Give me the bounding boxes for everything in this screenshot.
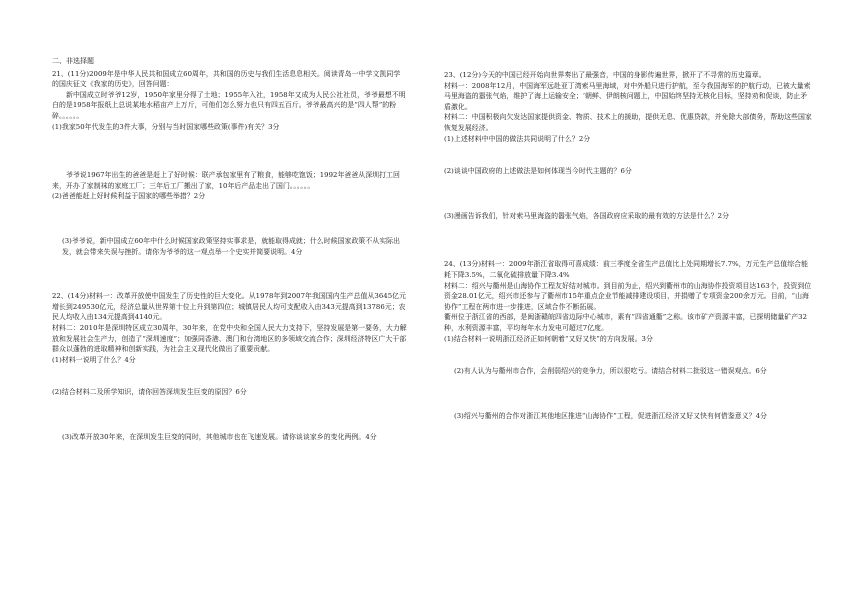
- q24-material-1: 24、(13分)材料一：2009年浙江省取得可喜成绩：前三季度全省生产总值比上处同期增长7.7%，万元生产总值综合能耗下降3.5%，二氧化硫排放量下降3.4%: [444, 260, 809, 279]
- q21-question-2: (2)爸爸能赶上好时候利益于国家的哪些举措？2分: [52, 192, 206, 201]
- q24-question-2: (2)有人认为与衢州市合作，会削弱绍兴的竞争力，所以很吃亏。请结合材料二批驳这一错误观点。6分: [454, 367, 767, 376]
- q22-material-1: 22、(14分)材料一：改革开放使中国发生了历史性的巨大变化。从1978年到2007年我国国内生产总值从3645亿元增长到249530亿元，经济总量从世界第十位上升到第四位；城镇居民人均可支配收入由343元提高到13786元；农民人均收入由134元提高到4140元。: [52, 292, 407, 322]
- q23-question-2: (2)谈谈中国政府的上述做法是如何体现当今时代主题的？6分: [444, 167, 632, 176]
- q21-question-1: (1)我家50年代发生的3件大事，分别与当时国家哪些政策(事件)有关？3分: [52, 122, 280, 131]
- q23-question-3: (3)漫画告诉我们，针对索马里海盗的嚣张气焰，各国政府应采取的最有效的方法是什么？2分: [444, 211, 730, 220]
- q23-material-1: 材料一：2008年12月，中国海军远赴亚丁湾索马里海域，对中外船只进行护航，至今我国海军的护航行动，已被大量索马里海盗的嚣张气焰，维护了海上运输安全；‘朝鲜、伊朗核问题上，中国始终坚持无核化目标，坚持劝和促谈，防止矛盾激化。: [444, 81, 811, 111]
- q24-material-2: 材料二：绍兴与衢州是山海协作工程友好结对城市。到目前为止，绍兴到衢州市的山海协作投资项目达163个，投资到位资金28.01亿元，绍兴市还参与了衢州市15年重点企业节能减排建设项目，并捐赠了专项资金200余万元。目前，“山海协作”工程在两市进一步推进，区域合作不断拓展。: [444, 281, 812, 311]
- q23-stem: 23、(12分)今天的中国已经开始向世界奏出了最强音，中国的身影传遍世界，掀开了不寻常的历史篇章。: [444, 71, 766, 79]
- q21-paragraph-2: 爷爷说1967年出生的爸爸是赶上了好时候：联产承包家里有了粮食，能够吃饱饭；1992年爸爸从深圳打工回来，开办了家制袜的家庭工厂；三年后工厂搬出了家，10年后产品走出了国门。。。。。。: [52, 171, 400, 190]
- q24-question-1: (1)结合材料一说明浙江经济正如何朝着“又好又快”的方向发展。3分: [444, 334, 653, 343]
- q24-question-3: (3)绍兴与衢州的合作对浙江其他地区推进“山海协作”工程，促进浙江经济又好又快有何借鉴意义？4分: [454, 411, 767, 420]
- q22-question-3: (3)改革开放30年来，在深圳发生巨变的同时，其他城市也在飞速发展。请你谈谈家乡的变化两例。4分: [62, 432, 377, 441]
- right-column: [444, 56, 814, 421]
- section-title: 二、非选择题: [52, 57, 94, 65]
- q22-question-1: (1)材料一说明了什么？4分: [52, 355, 136, 364]
- q21-stem: 21、(11分)2009年是中华人民共和国成立60周年，共和国的历史与我们生活息息相关。阅读青岛一中学文凯同学的国庆征文《我家的历史》，回答问题：: [52, 69, 401, 89]
- q21-question-3: (3)爷爷说，新中国成立60年中什么时候国家政策坚持实事求是，就能取得成就；什么时候国家政策不从实际出发，就会带来失误与挫折。请你为爷爷的这一观点举一个史实并简要说明。4分: [62, 236, 401, 256]
- q24-paragraph: 衢州位于浙江省的西部，是闽浙赣皖四省边际中心城市，素有“四省通衢”之称。该市矿产资源丰富，已探明储量矿产32种，水利资源丰富，平均每年水力发电可超过7亿度。: [444, 313, 808, 332]
- q23-question-1: (1)上述材料中中国的做法共同说明了什么？2分: [444, 134, 591, 143]
- q23-material-2: 材料二：中国积极向欠发达国家提供资金、物质、技术上的援助，提供无息、优惠贷款，并免除大部债务，帮助这些国家恢复发展经济。: [444, 113, 812, 132]
- q22-question-2: (2)结合材料二及所学知识，请你回答深圳发生巨变的原因？6分: [52, 388, 247, 397]
- q21-paragraph-1: 新中国成立时爷爷12岁，1950年家里分得了土地；1955年入社，1958年又成为人民公社社员，爷爷最想不明白的是1958年报纸上总说某地水稻亩产上万斤，可他们怎么努力也只有四五百斤。爷爷最高兴的是“四人帮”的粉碎。。。。。。: [52, 90, 406, 120]
- left-column: [52, 56, 407, 442]
- q22-material-2: 材料二：2010年是深圳特区成立30周年，30年来，在党中央和全国人民大力支持下，坚持发展是第一要务，大力解放和发展社会生产力，创造了“深圳速度”；加强同香港、澳门和台湾地区的多领域交流合作；深圳经济特区广大干部群众以蓬勃的进取精神和创新实践，为社会主义现代化做出了重要贡献。: [52, 323, 407, 354]
